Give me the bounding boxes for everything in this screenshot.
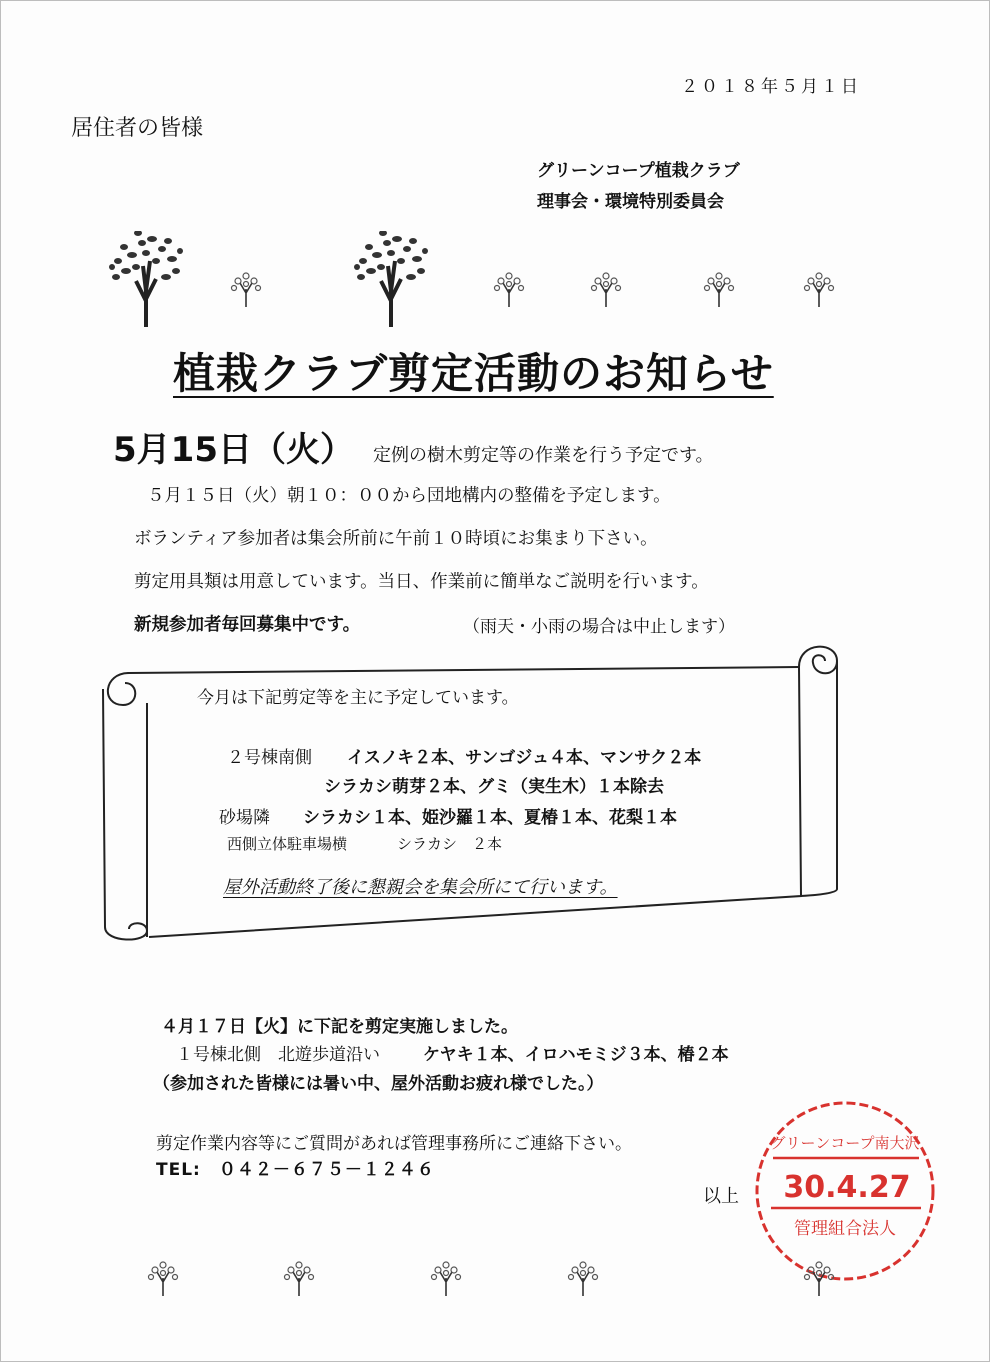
notice-title: 植栽クラブ剪定活動のお知らせ <box>173 349 774 398</box>
area-a-items: イスノキ２本、サンゴジュ４本、マンサク２本 <box>347 748 702 768</box>
social-gathering-note: 屋外活動終了後に懇親会を集会所にて行います。 <box>223 877 618 898</box>
event-date: 5月15日（火） <box>113 430 354 470</box>
meeting-place-line: ボランティア参加者は集会所前に午前１０時頃にお集まり下さい。 <box>134 529 658 549</box>
area-b-place: 砂場隣 <box>219 808 270 828</box>
past-activity-thanks: （参加された皆様には暑い中、屋外活動お疲れ様でした。） <box>153 1074 604 1094</box>
area-b-items: シラカシ１本、姫沙羅１本、夏椿１本、花梨１本 <box>303 808 677 828</box>
past-activity-heading: ４月１７日【火】に下記を剪定実施しました。 <box>161 1017 518 1037</box>
rain-note: （雨天・小雨の場合は中止します） <box>463 617 735 637</box>
svg-text:グリーンコープ南大沢: グリーンコープ南大沢 <box>770 1134 920 1152</box>
area-c-place: 西側立体駐車場横 <box>227 835 348 853</box>
event-description: 定例の樹木剪定等の作業を行う予定です。 <box>373 445 714 466</box>
organization-name: グリーンコープ植栽クラブ <box>537 161 740 181</box>
area-a-items-2: シラカシ萌芽２本、グミ（実生木）１本除去 <box>324 777 664 797</box>
past-activity-place: １号棟北側 北遊歩道沿い <box>176 1045 380 1065</box>
tree-decoration-bottom <box>101 1246 861 1306</box>
svg-text:30.4.27: 30.4.27 <box>783 1170 911 1205</box>
issue-date: ２０１８年５月１日 <box>681 77 861 97</box>
event-time-line: ５月１５日（火）朝１０：００から団地構内の整備を予定します。 <box>147 486 671 506</box>
tools-line: 剪定用具類は用意しています。当日、作業前に簡単なご説明を行います。 <box>134 572 709 592</box>
contact-line: 剪定作業内容等にご質問があれば管理事務所にご連絡下さい。 <box>156 1134 632 1154</box>
organization-committee: 理事会・環境特別委員会 <box>537 192 724 212</box>
tree-decoration-top <box>101 231 861 331</box>
phone-number: TEL: ０４２－６７５－１２４６ <box>156 1160 435 1180</box>
past-activity-items: ケヤキ１本、イロハモミジ３本、椿２本 <box>423 1045 729 1065</box>
svg-text:管理組合法人: 管理組合法人 <box>794 1219 896 1239</box>
closing-word: 以上 <box>703 1186 739 1207</box>
area-c-items: シラカシ ２本 <box>397 835 503 853</box>
recruiting-line: 新規参加者毎回募集中です。 <box>134 615 361 635</box>
salutation: 居住者の皆様 <box>71 116 204 141</box>
area-a-place: ２号棟南側 <box>227 748 312 768</box>
scroll-intro: 今月は下記剪定等を主に予定しています。 <box>197 688 519 708</box>
